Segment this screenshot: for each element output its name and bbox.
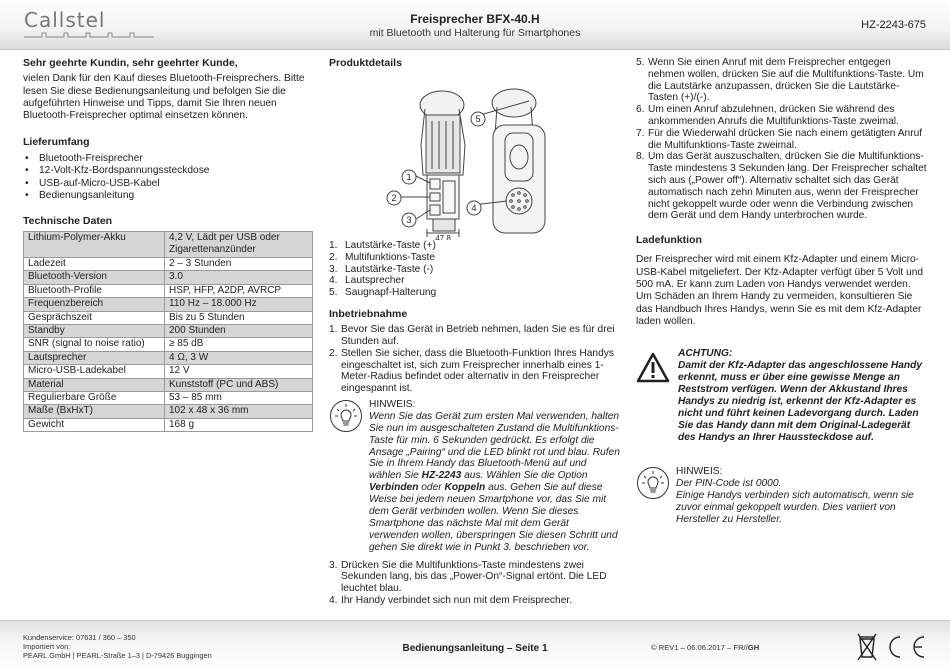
spec-value: 12 V xyxy=(165,365,313,378)
table-row xyxy=(24,324,313,337)
table-row xyxy=(24,257,313,270)
spec-key: Bluetooth-Version xyxy=(24,271,165,284)
usage-steps xyxy=(636,57,928,222)
product-figure xyxy=(329,75,621,240)
lieferumfang-list xyxy=(23,153,313,203)
table-row xyxy=(24,284,313,297)
column-left xyxy=(23,57,313,432)
spec-value: 4 Ω, 3 W xyxy=(165,351,313,364)
note-text: Wenn Sie das Gerät zum ersten Mal verwenden, halten Sie nun im ausgeschalteten Zustand die Multifunktions-Taste für min. 6 Sekunden gedrückt. Es erfolgt die Ansage „Pairing“ und die LED blinkt rot und blau. Rufen Sie in Ihrem Handy das Bluetooth-Menü auf und wählen Sie xyxy=(369,410,620,482)
column-middle xyxy=(329,57,621,607)
list-item: • USB-auf-Micro-USB-Kabel xyxy=(23,178,313,191)
spec-value: 53 – 85 mm xyxy=(165,391,313,404)
note-text: Einige Handys verbinden sich automatisch, wenn sie zuvor einmal gekoppelt wurden. Dies variiert von Hersteller zu Hersteller. xyxy=(676,490,914,525)
document-title: Freisprecher BFX-40.H xyxy=(410,12,540,26)
table-row xyxy=(24,365,313,378)
ladefunktion-text: Der Freisprecher wird mit einem Kfz-Adapter und einem Micro-USB-Kabel mitgeliefert. Der Kfz-Adapter verfügt über 5 Volt und 500 mA. Er kann zum Laden von Handys verwendet werden. Um Schäden an Ihrem Handy zu vermeiden, konsultieren Sie das Handbuch Ihres Handys, wenn Sie es mit dem Kfz-Adapter laden wollen. xyxy=(636,254,924,327)
table-row xyxy=(24,298,313,311)
table-row xyxy=(24,418,313,431)
callout-3: 3 xyxy=(406,215,412,226)
warning-title: ACHTUNG: xyxy=(678,348,733,360)
spec-value: 200 Stunden xyxy=(165,324,313,337)
column-right xyxy=(636,57,928,532)
callout-2: 2 xyxy=(391,193,397,204)
spec-value: 3.0 xyxy=(165,271,313,284)
lightbulb-icon xyxy=(636,466,670,500)
note-text: aus. Gehen Sie auf diese Weise bei jedem neuen Smartphone vor, das Sie mit dem Gerät verbinden wollen. Wenn Sie dieses Smartphone das nächste Mal mit dem Gerät verwenden wollen, überspringen Sie diesen Schritt und gehen Sie direkt wie in Punkt 3. beschrieben vor. xyxy=(369,482,618,553)
spec-value: Kunststoff (PC und ABS) xyxy=(165,378,313,391)
importer-address: PEARL.GmbH | PEARL-Straße 1–3 | D-79426 Buggingen xyxy=(23,651,212,661)
hinweis-note xyxy=(329,399,621,554)
spec-value: 110 Hz – 18.000 Hz xyxy=(165,298,313,311)
list-item: 7. Für die Wiederwahl drücken Sie nach einem getätigten Anruf die Multifunktions-Taste zweimal. xyxy=(636,127,923,151)
document-subtitle: mit Bluetooth und Halterung für Smartphones xyxy=(369,27,581,39)
list-item: • 12-Volt-Kfz-Bordspannungssteckdose xyxy=(23,165,313,178)
logo-wave-graphic xyxy=(24,31,154,41)
achtung-warning xyxy=(636,348,928,444)
spec-key: Lautsprecher xyxy=(24,351,165,364)
footer-contact xyxy=(23,633,212,661)
note-pin-text: Der PIN-Code ist 0000. xyxy=(676,478,782,490)
callout-4: 4 xyxy=(471,203,477,214)
produktdetails-heading: Produktdetails xyxy=(329,57,402,69)
list-item: 1. Lautstärke-Taste (+) xyxy=(329,240,436,252)
hinweis-note-pin xyxy=(636,466,928,526)
spec-value: ≥ 85 dB xyxy=(165,338,313,351)
spec-key: Maße (BxHxT) xyxy=(24,405,165,418)
setup-steps-a xyxy=(329,324,621,395)
list-item: • Bluetooth-Freisprecher xyxy=(23,153,313,166)
list-item: 1. Bevor Sie das Gerät in Betrieb nehmen, laden Sie es für drei Stunden auf. xyxy=(329,324,615,347)
spec-key: Frequenzbereich xyxy=(24,298,165,311)
list-item: 5. Wenn Sie einen Anruf mit dem Freisprecher entgegen nehmen wollen, drücken Sie auf die Multifunktions-Taste. Um die Lautstärke anzupassen, drücken Sie die Lautstärke-Tasten (+)/(-). xyxy=(636,57,924,104)
spec-key: Bluetooth-Profile xyxy=(24,284,165,297)
spec-key: Micro-USB-Ladekabel xyxy=(24,365,165,378)
spec-key: Regulierbare Größe xyxy=(24,391,165,404)
spec-value: 4,2 V, Lädt per USB oder Zigarettenanzünder xyxy=(165,232,313,258)
table-row xyxy=(24,232,313,258)
note-bold-connect: Verbinden xyxy=(369,482,419,494)
spec-value: HSP, HFP, A2DP, AVRCP xyxy=(165,284,313,297)
product-code: HZ-2243-675 xyxy=(861,19,926,31)
callout-5: 5 xyxy=(475,114,481,125)
list-item: 8. Um das Gerät auszuschalten, drücken Sie die Multifunktions-Taste mindestens 3 Sekunden lang. Der Freisprecher schaltet sich aus („Power off“). Alternativ schaltet sich das Gerät automatisch nach zehn Minuten aus, wenn der Freisprecher nicht gekoppelt wurde oder wenn die Verbindung zwischen dem Gerät und dem Handy unterbrochen wurde. xyxy=(636,151,927,222)
table-row xyxy=(24,351,313,364)
dimension-label: 47,8 xyxy=(435,234,451,241)
importer-label: Importiert von: xyxy=(23,642,71,652)
spec-key: Gesprächszeit xyxy=(24,311,165,324)
note-text: aus. Wählen Sie die Option xyxy=(461,470,588,482)
list-item: 4. Lautsprecher xyxy=(329,275,405,287)
footer-revision: © REV1 – 06.06.2017 – FR//GH xyxy=(651,643,760,652)
callout-1: 1 xyxy=(406,172,412,183)
list-item: 3. Lautstärke-Taste (-) xyxy=(329,263,434,275)
note-bold-pair: Koppeln xyxy=(444,482,486,494)
note-text: oder xyxy=(418,482,445,494)
note-title: HINWEIS: xyxy=(676,466,723,478)
note-title: HINWEIS: xyxy=(369,398,416,410)
list-item: 6. Um einen Anruf abzulehnen, drücken Sie während des ankommenden Anrufs die Multifunktions-Taste zweimal. xyxy=(636,104,899,127)
ladefunktion-heading: Ladefunktion xyxy=(636,234,702,247)
spec-value: 2 – 3 Stunden xyxy=(165,257,313,270)
table-row xyxy=(24,378,313,391)
list-item: 3. Drücken Sie die Multifunktions-Taste mindestens zwei Sekunden lang, bis das „Power-On“-Signal ertönt. Die LED leuchtet blau. xyxy=(329,559,607,595)
warning-text: Damit der Kfz-Adapter das angeschlossene Handy erkennt, muss er über eine gewisse Menge an Reststrom verfügen. Wenn der Akkustand Ihres Handys zu niedrig ist, erkennt der Kfz-Adapter es nicht und führt keinen Ladevorgang durch. Laden Sie das Handy dann mit dem Original-Ladegerät des Handys an Ihrer Haussteckdose auf. xyxy=(678,360,922,444)
greeting: Sehr geehrte Kundin, sehr geehrter Kunde, xyxy=(23,57,238,69)
footer-page-label: Bedienungsanleitung – Seite 1 xyxy=(402,643,548,654)
spec-key: Gewicht xyxy=(24,418,165,431)
table-row xyxy=(24,311,313,324)
spec-key: SNR (signal to noise ratio) xyxy=(24,338,165,351)
technische-daten-heading: Technische Daten xyxy=(23,214,113,227)
spec-value: Bis zu 5 Stunden xyxy=(165,311,313,324)
spec-key: Material xyxy=(24,378,165,391)
warning-icon xyxy=(636,352,670,384)
table-row xyxy=(24,391,313,404)
list-item: • Bedienungsanleitung xyxy=(23,190,313,203)
product-drawing xyxy=(329,75,621,240)
spec-value: 168 g xyxy=(165,418,313,431)
lieferumfang-heading: Lieferumfang xyxy=(23,136,90,149)
spec-value: 102 x 48 x 36 mm xyxy=(165,405,313,418)
list-item: 2. Multifunktions-Taste xyxy=(329,252,436,263)
spec-key: Standby xyxy=(24,324,165,337)
note-bold-model: HZ-2243 xyxy=(421,470,462,482)
spec-key: Lithium-Polymer-Akku xyxy=(24,232,165,258)
weee-ce-icons xyxy=(856,631,928,663)
list-item: 5. Saugnapf-Halterung xyxy=(329,287,437,299)
setup-steps-b xyxy=(329,560,621,607)
table-row xyxy=(24,338,313,351)
spec-key: Ladezeit xyxy=(24,257,165,270)
list-item: 2. Stellen Sie sicher, dass die Bluetooth-Funktion Ihres Handys eingeschaltet ist, sich zum Freisprecher innerhalb eines 1-Meter-Radius befindet oder alternativ in den Freisprecher eingespannt ist. xyxy=(329,347,614,395)
lightbulb-icon xyxy=(329,399,363,433)
spec-table xyxy=(23,231,313,432)
inbetriebnahme-heading: Inbetriebnahme xyxy=(329,307,408,320)
parts-list xyxy=(329,240,621,299)
brand-logo: Callstel xyxy=(24,8,106,32)
table-row xyxy=(24,405,313,418)
page-footer xyxy=(0,620,950,671)
page-header xyxy=(0,0,950,50)
list-item: 4. Ihr Handy verbindet sich nun mit dem Freisprecher. xyxy=(329,595,573,607)
table-row xyxy=(24,271,313,284)
intro-text: vielen Dank für den Kauf dieses Bluetooth-Freisprechers. Bitte lesen Sie diese Bedienungsanleitung und befolgen Sie die aufgeführten Hinweise und Tipps, damit Sie Ihren neuen Bluetooth-Freisprecher optimal einsetzen können. xyxy=(23,73,305,122)
customer-service: Kundenservice: 07631 / 360 – 350 xyxy=(23,633,136,642)
